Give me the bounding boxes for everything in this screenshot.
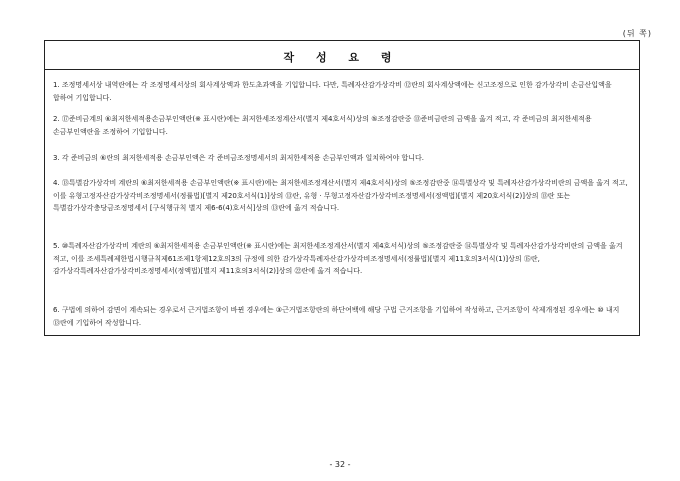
title-divider bbox=[45, 69, 639, 70]
back-page-label: (뒤 쪽) bbox=[622, 29, 652, 38]
instruction-item-3: 3. 각 준비금의 ⑥란의 최저한세적용 손금부인액은 각 준비금조정명세서의 최저한세적용 손금부인액과 일치하여야 합니다. bbox=[53, 154, 424, 162]
instruction-item-2: 2. ⑰준비금계의 ⑥최저한세적용손금부인액란(※ 표시란)에는 최저한세조정계산서(별지 제4호서식)상의 ⑤조정감란중 ⑬준비금란의 금액을 옮겨 적고, 각 준비금의 최저한세적용 손금부인액란을 조정하여 기입합니다. bbox=[53, 115, 592, 136]
instruction-item-5: 5. ⑩특례자산감가상각비 계란의 ⑥최저한세적용 손금부인액란(※ 표시란)에는 최저한세조정계산서(별지 제4호서식)상의 ⑤조정감란중 ⑭특별상각 및 특례자산감가상각비란의 금액을 옮겨 적고, 이를 조세특례제한법시행규칙제61조제1항제12호의3의 규정에 의한 감가상각특례자산감가상각비조정명세서(정률법)[별지 제11호의3서식(1)]상의 ⑮란, 감가상각특례자산감가상각비조정명세서(정액법)[별지 제11호의3서식(2)]상의 ㉒란에 옮겨 적습니다. bbox=[53, 242, 623, 275]
instruction-item-6: 6. 구법에 의하여 감면이 계속되는 경우로서 근거법조항이 바뀐 경우에는 ③근거법조항란의 하단여백에 해당 구법 근거조항을 기입하여 작성하고, 근거조항이 삭제개정된 경우에는 ⑩ 내지 ⑬란에 기입하여 작성합니다. bbox=[53, 306, 620, 327]
page-number: - 32 - bbox=[329, 460, 351, 469]
instructions-title: 작 성 요 령 bbox=[283, 51, 401, 64]
instruction-item-1: 1. 조정명세서상 내역란에는 각 조정명세서상의 회사계상액과 한도초과액을 기입합니다. 다만, 특례자산감가상각비 ⑫란의 회사계상액에는 신고조정으로 인한 감가상각비 손금산입액을 합하여 기입합니다. bbox=[53, 81, 612, 102]
instructions-box bbox=[44, 40, 640, 336]
instruction-item-4: 4. ⑬특별감가상각비 계란의 ⑥최저한세적용 손금부인액란(※ 표시란)에는 최저한세조정계산서(별지 제4호서식)상의 ⑤조정감란중 ⑭특별상각 및 특례자산감가상각비란의 금액을 옮겨 적고, 이를 유형고정자산감가상각비조정명세서(정률법)[별지 제20호서식(1)]상의 ⑬란, 유형 · 무형고정자산감가상각비조정명세서(정액법)[별지 제20호서식(2)]상의 ⑬란 또는 특별감가상각충당금조정명세서 [구식행규칙 별지 제6-6(4)호서식]상의 ⑬란에 옮겨 적습니다. bbox=[53, 179, 628, 212]
